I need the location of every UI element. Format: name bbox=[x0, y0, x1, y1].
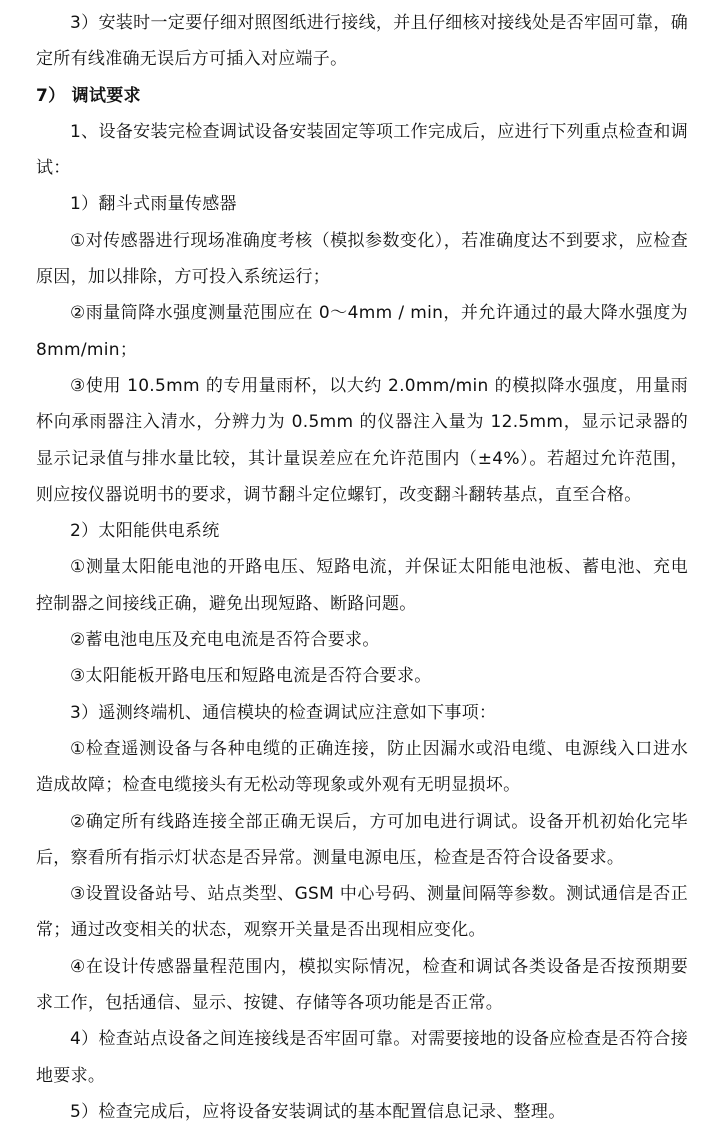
paragraph-record-config: 5）检查完成后，应将设备安装调试的基本配置信息记录、整理。 bbox=[70, 1101, 566, 1122]
paragraph-debug-intro: 1、设备安装完检查调试设备安装固定等项工作完成后，应进行下列重点检查和调试： bbox=[36, 121, 688, 179]
subheading-solar-power: 2）太阳能供电系统 bbox=[70, 521, 220, 542]
paragraph-rain-gauge-accuracy: ①对传感器进行现场准确度考核（模拟参数变化），若准确度达不到要求，应检查原因，加以排除，方可投入系统运行； bbox=[36, 230, 688, 288]
paragraph-solar-measure: ①测量太阳能电池的开路电压、短路电流，并保证太阳能电池板、蓄电池、充电控制器之间接线正确，避免出现短路、断路问题。 bbox=[36, 557, 688, 614]
paragraph-connection-grounding: 4）检查站点设备之间连接线是否牢固可靠。对需要接地的设备应检查是否符合接地要求。 bbox=[36, 1029, 688, 1086]
paragraph-function-test: ④在设计传感器量程范围内，模拟实际情况，检查和调试各类设备是否按预期要求工作，包括通信、显示、按键、存储等各项功能是否正常。 bbox=[36, 956, 688, 1014]
paragraph-rain-gauge-calibration: ③使用 10.5mm 的专用量雨杯，以大约 2.0mm/min 的模拟降水强度，用量雨杯向承雨器注入清水，分辨力为 0.5mm 的仪器注入量为 12.5mm，显示记录器的显示记录值与排水量比较，其计量误差应在允许范围内（±4%）。若超过允许范围，则应按仪器说明书的要求，调节翻斗定位螺钉，改变翻斗翻转基点，直至合格。 bbox=[36, 375, 688, 505]
paragraph-parameter-setup: ③设置设备站号、站点类型、GSM 中心号码、测量间隔等参数。测试通信是否正常；通过改变相关的状态，观察开关量是否出现相应变化。 bbox=[36, 884, 688, 941]
subheading-telemetry-terminal: 3）遥测终端机、通信模块的检查调试应注意如下事项： bbox=[70, 702, 497, 723]
paragraph-solar-panel-check: ③太阳能板开路电压和短路电流是否符合要求。 bbox=[70, 666, 432, 687]
section-heading-debug-requirements: 7） 调试要求 bbox=[36, 85, 141, 106]
paragraph-rain-gauge-range: ②雨量筒降水强度测量范围应在 0～4mm / min，并允许通过的最大降水强度为 8mm/min； bbox=[36, 303, 688, 360]
subheading-rain-gauge: 1）翻斗式雨量传感器 bbox=[70, 194, 237, 215]
paragraph-power-on: ②确定所有线路连接全部正确无误后，方可加电进行调试。设备开机初始化完毕后，察看所有指示灯状态是否异常。测量电源电压，检查是否符合设备要求。 bbox=[36, 811, 688, 868]
paragraph-wiring-check: 3）安装时一定要仔细对照图纸进行接线，并且仔细核对接线处是否牢固可靠，确定所有线准确无误后方可插入对应端子。 bbox=[36, 13, 688, 70]
paragraph-battery-check: ②蓄电池电压及充电电流是否符合要求。 bbox=[70, 630, 380, 651]
document-page bbox=[36, 5, 688, 1130]
paragraph-cable-check: ①检查遥测设备与各种电缆的正确连接，防止因漏水或沿电缆、电源线入口进水造成故障；检查电缆接头有无松动等现象或外观有无明显损坏。 bbox=[36, 738, 688, 796]
